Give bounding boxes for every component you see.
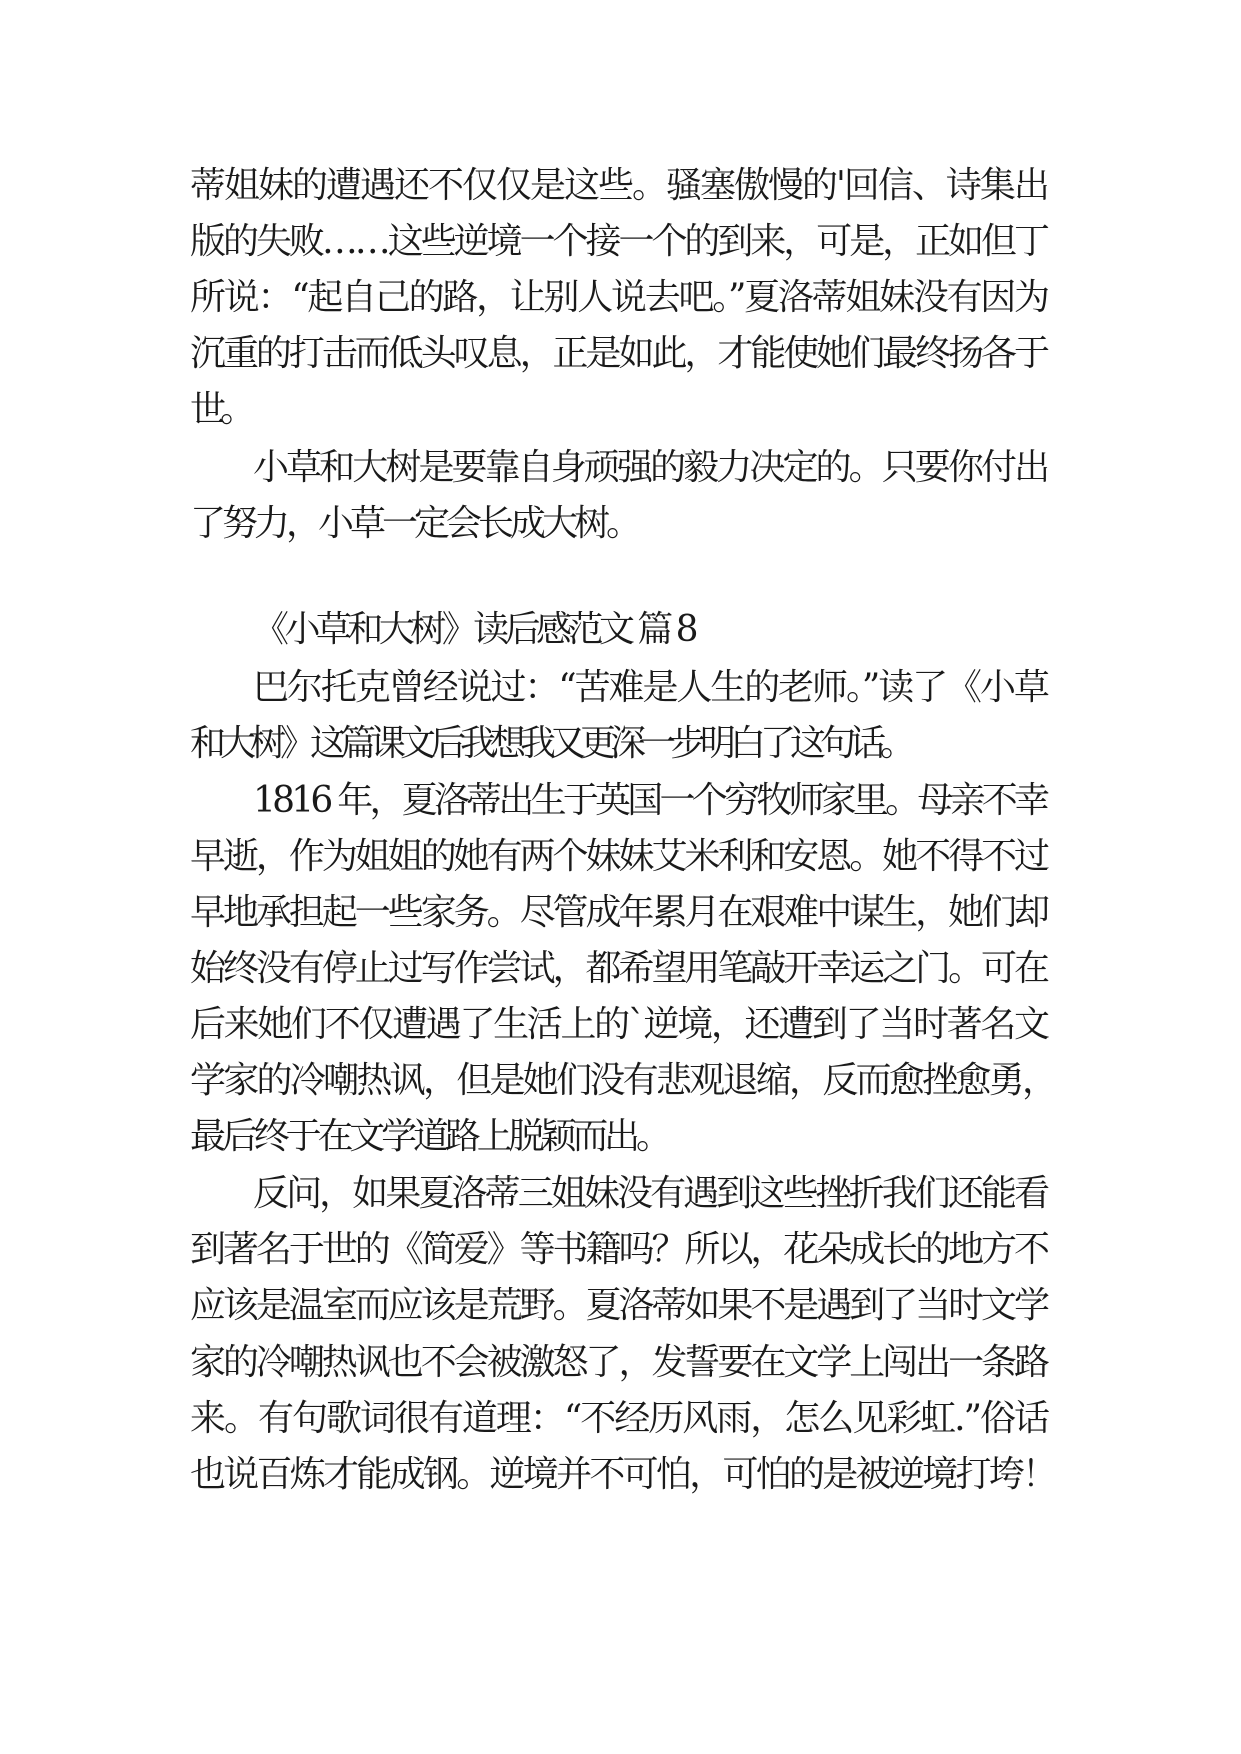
text-line: 早地承担起一些家务。尽管成年累月在艰难中谋生，她们却: [190, 892, 1047, 933]
text-line: 应该是温室而应该是荒野。夏洛蒂如果不是遇到了当时文学: [190, 1285, 1047, 1326]
text-line: 到著名于世的《简爱》等书籍吗？所以，花朵成长的地方不: [190, 1229, 1047, 1270]
text-line: 世。: [190, 389, 251, 430]
text-line: 学家的冷嘲热讽，但是她们没有悲观退缩，反而愈挫愈勇，: [190, 1060, 1056, 1101]
text-line: 小草和大树是要靠自身顽强的毅力决定的。只要你付出: [253, 447, 1048, 488]
text-line: 反问，如果夏洛蒂三姐妹没有遇到这些挫折我们还能看: [253, 1173, 1048, 1214]
text-line: 和大树》这篇课文后我想我又更深一步明白了这句话。: [190, 723, 911, 764]
text-line: 1816 年，夏洛蒂出生于英国一个穷牧师家里。母亲不幸: [253, 780, 1047, 821]
text-line: 也说百炼才能成钢。逆境并不可怕，可怕的是被逆境打垮！: [190, 1454, 1056, 1495]
text-line: 所说：“起自己的路，让别人说去吧。”夏洛蒂姐妹没有因为: [190, 277, 1048, 318]
section-heading: 《小草和大树》读后感范文 篇 8: [253, 609, 694, 650]
text-line: 沉重的打击而低头叹息，正是如此，才能使她们最终扬各于: [190, 333, 1047, 374]
text-line: 始终没有停止过写作尝试，都希望用笔敲开幸运之门。可在: [190, 948, 1047, 989]
text-line: 来。有句歌词很有道理：“不经历风雨，怎么见彩虹.”俗话: [190, 1398, 1048, 1439]
text-line: 版的失败……这些逆境一个接一个的到来，可是，正如但丁: [190, 221, 1047, 262]
text-line: 巴尔托克曾经说过：“苦难是人生的老师。”读了《小草: [253, 667, 1048, 708]
text-line: 后来她们不仅遭遇了生活上的`逆境，还遭到了当时著名文: [190, 1004, 1048, 1045]
text-line: 家的冷嘲热讽也不会被激怒了，发誓要在文学上闯出一条路: [190, 1342, 1047, 1383]
text-line: 最后终于在文学道路上脱颖而出。: [190, 1116, 668, 1157]
text-line: 早逝，作为姐姐的她有两个妹妹艾米利和安恩。她不得不过: [190, 836, 1047, 877]
text-line: 蒂姐妹的遭遇还不仅仅是这些。骚塞傲慢的'回信、诗集出: [190, 165, 1048, 206]
text-line: 了努力，小草一定会长成大树。: [190, 503, 639, 544]
